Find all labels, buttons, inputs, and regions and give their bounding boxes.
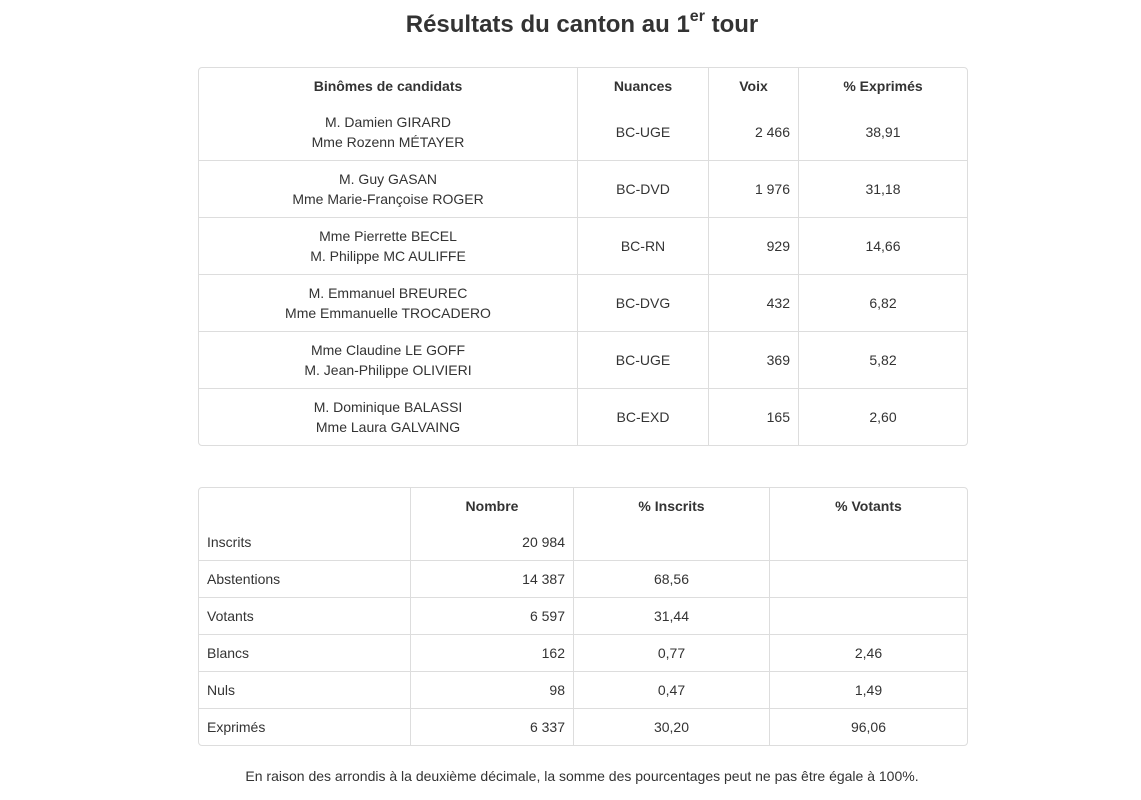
pct-inscrits-cell: 68,56 [574, 561, 770, 598]
candidates-cell [199, 218, 578, 275]
table-row [199, 161, 967, 218]
candidates-cell [199, 332, 578, 389]
nombre-cell: 98 [411, 672, 574, 709]
candidate-name: M. Jean-Philippe OLIVIERI [304, 362, 472, 378]
row-label: Votants [199, 598, 411, 635]
row-label: Exprimés [199, 709, 411, 745]
header-empty [199, 488, 411, 524]
row-label: Abstentions [199, 561, 411, 598]
voix-cell: 929 [709, 218, 799, 275]
voix-cell: 2 466 [709, 104, 799, 161]
table-row [199, 561, 967, 598]
row-label: Blancs [199, 635, 411, 672]
voix-cell: 165 [709, 389, 799, 445]
row-label: Nuls [199, 672, 411, 709]
header-pct-inscrits: % Inscrits [574, 488, 770, 524]
voix-cell: 369 [709, 332, 799, 389]
nuance-cell: BC-UGE [578, 104, 709, 161]
table-row [199, 104, 967, 161]
pct-exprimes-cell: 5,82 [799, 332, 967, 389]
pct-votants-cell: 96,06 [850, 719, 887, 735]
row-label: Inscrits [199, 524, 411, 561]
header-pct-exprimes: % Exprimés [843, 78, 923, 94]
pct-inscrits-cell [574, 524, 770, 561]
title-suffix: tour [704, 11, 759, 38]
candidate-name: M. Guy GASAN [338, 171, 438, 187]
nuance-cell: BC-DVG [578, 275, 709, 332]
table-row [199, 524, 967, 561]
candidate-name: Mme Emmanuelle TROCADERO [285, 305, 491, 321]
header-candidates: Binômes de candidats [199, 68, 578, 104]
table-row [199, 672, 967, 709]
header-nombre: Nombre [411, 488, 574, 524]
results-header-row [199, 68, 967, 104]
voix-cell: 432 [709, 275, 799, 332]
header-nuances: Nuances [578, 68, 709, 104]
candidates-cell [199, 275, 578, 332]
nombre-cell: 162 [411, 635, 574, 672]
results-table [198, 67, 968, 446]
stats-header-row [199, 488, 967, 524]
candidate-name: M. Dominique BALASSI [313, 399, 463, 415]
candidate-name: M. Emmanuel BREUREC [308, 285, 468, 301]
header-voix: Voix [709, 68, 799, 104]
pct-inscrits-cell: 30,20 [574, 709, 770, 745]
candidate-name: Mme Pierrette BECEL [319, 228, 457, 244]
pct-inscrits-cell: 0,77 [574, 635, 770, 672]
pct-votants-cell: 2,46 [770, 635, 967, 672]
candidate-name: Mme Claudine LE GOFF [310, 342, 466, 358]
table-row [199, 218, 967, 275]
table-row [199, 389, 967, 445]
title-superscript: er [689, 8, 705, 25]
nombre-cell: 6 337 [411, 709, 574, 745]
participation-table [198, 487, 968, 746]
candidate-name: M. Damien GIRARD [324, 114, 452, 130]
pct-votants-cell: 1,49 [770, 672, 967, 709]
nuance-cell: BC-DVD [578, 161, 709, 218]
pct-exprimes-cell: 2,60 [869, 409, 897, 425]
table-row [199, 635, 967, 672]
nombre-cell: 14 387 [411, 561, 574, 598]
pct-exprimes-cell: 14,66 [799, 218, 967, 275]
pct-exprimes-cell: 31,18 [799, 161, 967, 218]
nuance-cell: BC-RN [578, 218, 709, 275]
voix-cell: 1 976 [709, 161, 799, 218]
pct-inscrits-cell: 31,44 [574, 598, 770, 635]
rounding-note: En raison des arrondis à la deuxième décimale, la somme des pourcentages peut ne pas être égale à 100%. [245, 768, 919, 784]
table-row [199, 709, 967, 745]
candidate-name: Mme Laura GALVAING [315, 419, 461, 435]
candidate-name: Mme Marie-Françoise ROGER [292, 191, 484, 207]
title-main: Résultats du canton au 1 [405, 11, 690, 38]
page-title [0, 10, 1141, 39]
nombre-cell: 6 597 [411, 598, 574, 635]
nombre-cell: 20 984 [411, 524, 574, 561]
candidates-cell [199, 389, 578, 445]
pct-votants-cell [770, 561, 967, 598]
pct-exprimes-cell: 6,82 [799, 275, 967, 332]
table-row [199, 332, 967, 389]
header-pct-votants: % Votants [835, 498, 902, 514]
candidates-cell [199, 104, 578, 161]
nuance-cell: BC-EXD [578, 389, 709, 445]
pct-votants-cell [770, 598, 967, 635]
candidate-name: M. Philippe MC AULIFFE [310, 248, 466, 264]
pct-votants-cell [770, 524, 967, 561]
pct-inscrits-cell: 0,47 [574, 672, 770, 709]
candidates-cell [199, 161, 578, 218]
candidate-name: Mme Rozenn MÉTAYER [311, 134, 465, 150]
table-row [199, 275, 967, 332]
table-row [199, 598, 967, 635]
nuance-cell: BC-UGE [578, 332, 709, 389]
pct-exprimes-cell: 38,91 [799, 104, 967, 161]
